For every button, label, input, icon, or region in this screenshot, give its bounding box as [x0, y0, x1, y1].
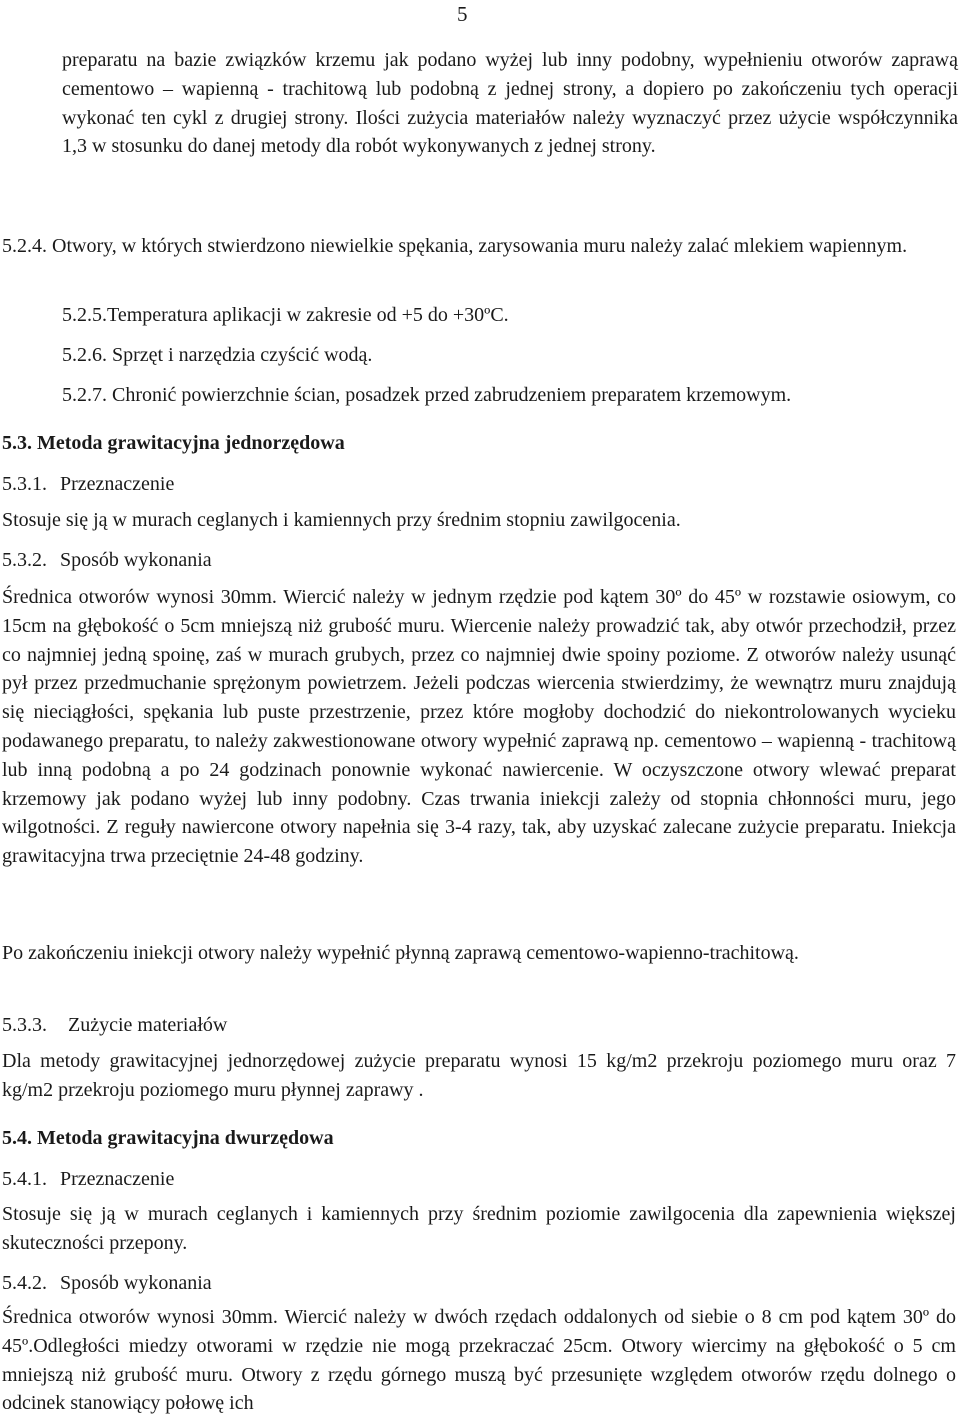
subheading-5-4-1	[2, 1165, 174, 1193]
text-5-3-1: Stosuje się ją w murach ceglanych i kamiennych przy średnim stopniu zawilgocenia.	[2, 509, 681, 531]
subheading-5-4-2	[2, 1269, 212, 1297]
subheading-number: 5.3.2.	[2, 549, 47, 571]
subheading-number: 5.3.1.	[2, 473, 47, 495]
subheading-number: 5.3.3.	[2, 1014, 47, 1036]
text-5-4-2: Średnica otworów wynosi 30mm. Wiercić należy w dwóch rzędach oddalonych od siebie o 8 cm pod kątem 30º do 45º.Odległości miedzy otworami w rzędzie nie mogą przekraczać 25cm. Otwory wiercimy na głębokość o 5 cm mniejszą niż grubość muru. Otwory z rzędu górnego muszą być przesunięte względem otworów rzędu dolnego o odcinek stanowiący połowę ich	[2, 1306, 956, 1415]
item-5-2-7	[62, 381, 791, 409]
page-number: 5	[457, 2, 468, 26]
item-number: 5.2.5.	[62, 304, 107, 326]
text-5-3-2: Średnica otworów wynosi 30mm. Wiercić należy w jednym rzędzie pod kątem 30º do 45º w rozstawie osiowym, co 15cm na głębokość o 5cm mniejszą niż grubość muru. Wiercenie należy prowadzić tak, aby otwór przechodził, przez co najmniej jedną spoinę, zaś w murach grubych, przez co najmniej dwie spoiny poziome. Z otworów należy usunąć pył przez przedmuchanie sprężonym powietrzem. Jeżeli podczas wiercenia stwierdzimy, że wewnątrz muru znajdują się nieciągłości, spękania lub puste przestrzenie, przez które mogłoby dochodzić do niekontrolowanych wycieku podawanego preparatu, to należy zakwestionowane otwory wypełnić zaprawą np. cementowo – wapienną - trachitową lub inną podobną a po 24 godzinach ponownie wykonać nawiercenie. W oczyszczone otwory wlewać preparat krzemowy jak podano wyżej lub inny podobny. Czas trwania iniekcji zależy od stopnia chłonności muru, jego wilgotności. Z reguły nawiercone otwory napełnia się 3-4 razy, tak, aby uzyskać zalecane zużycie preparatu. Iniekcja grawitacyjna trwa przeciętnie 24-48 godziny.	[2, 586, 956, 868]
section-heading-5-3: 5.3. Metoda grawitacyjna jednorzędowa	[2, 432, 345, 454]
item-number: 5.2.6.	[62, 344, 107, 366]
item-5-2-6	[62, 341, 372, 369]
item-5-2-4	[2, 232, 958, 261]
subheading-title: Przeznaczenie	[60, 473, 175, 495]
item-number: 5.2.7.	[62, 384, 107, 406]
subheading-title: Sposób wykonania	[60, 549, 212, 571]
item-text: Temperatura aplikacji w zakresie od +5 do +30ºC.	[107, 304, 509, 326]
subheading-5-3-3	[2, 1011, 227, 1039]
section-heading-5-4: 5.4. Metoda grawitacyjna dwurzędowa	[2, 1127, 334, 1149]
subheading-title: Przeznaczenie	[60, 1168, 175, 1190]
subheading-title: Sposób wykonania	[60, 1272, 212, 1294]
text-5-4-1: Stosuje się ją w murach ceglanych i kamiennych przy średnim poziomie zawilgocenia dla zapewnienia większej skuteczności przepony.	[2, 1203, 956, 1254]
item-text: Otwory, w których stwierdzono niewielkie spękania, zarysowania muru należy zalać mlekiem wapiennym.	[52, 235, 908, 257]
subheading-title: Zużycie materiałów	[68, 1014, 228, 1036]
text-5-3-3: Dla metody grawitacyjnej jednorzędowej zużycie preparatu wynosi 15 kg/m2 przekroju poziomego muru oraz 7 kg/m2 przekroju poziomego muru płynnej zaprawy .	[2, 1050, 956, 1101]
item-text: Chronić powierzchnie ścian, posadzek przed zabrudzeniem preparatem krzemowym.	[112, 384, 792, 406]
subheading-number: 5.4.2.	[2, 1272, 47, 1294]
intro-paragraph: preparatu na bazie związków krzemu jak podano wyżej lub inny podobny, wypełnieniu otworów zaprawą cementowo – wapienną - trachitową lub podobną z jednej strony, a dopiero po zakończeniu tych operacji wykonać ten cykl z drugiej strony. Ilości zużycia materiałów należy wyznaczyć przez użycie współczynnika 1,3 w stosunku do danej metody dla robót wykonywanych z jednej strony.	[62, 49, 958, 158]
subheading-5-3-1	[2, 470, 174, 498]
subheading-number: 5.4.1.	[2, 1168, 47, 1190]
text-5-3-2-conclusion: Po zakończeniu iniekcji otwory należy wypełnić płynną zaprawą cementowo-wapienno-trachitową.	[2, 942, 799, 964]
item-number: 5.2.4.	[2, 235, 47, 257]
subheading-5-3-2	[2, 546, 212, 574]
item-text: Sprzęt i narzędzia czyścić wodą.	[112, 344, 373, 366]
item-5-2-5	[62, 301, 509, 329]
